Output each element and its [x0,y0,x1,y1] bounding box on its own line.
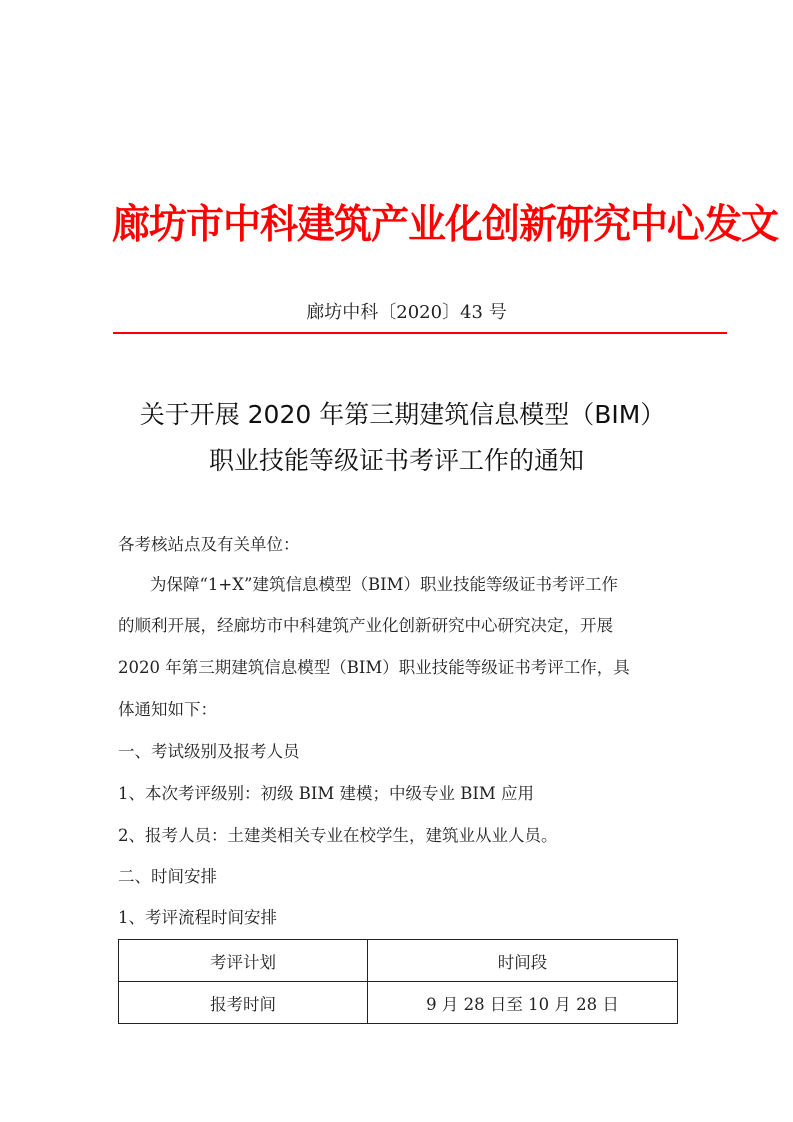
table-cell: 9 月 28 日至 10 月 28 日 [368,982,678,1024]
notice-title-line-2: 职业技能等级证书考评工作的通知 [208,446,584,475]
intro-line: 体通知如下： [118,700,217,719]
notice-title-line-1: 关于开展 2020 年第三期建筑信息模型（BIM） [139,400,666,429]
intro-line: 为保障“1+X”建筑信息模型（BIM）职业技能等级证书考评工作 [150,575,618,594]
schedule-table [118,939,678,1024]
document-number: 廊坊中科〔2020〕43 号 [306,302,507,323]
subsection-heading: 1、考评流程时间安排 [118,908,277,927]
red-divider-rule [113,332,727,334]
salutation: 各考核站点及有关单位： [118,535,300,554]
section-heading-schedule: 二、时间安排 [118,867,217,886]
intro-line: 2020 年第三期建筑信息模型（BIM）职业技能等级证书考评工作，具 [118,658,630,677]
intro-line: 的顺利开展，经廊坊市中科建筑产业化创新研究中心研究决定，开展 [118,616,613,635]
list-item: 2、报考人员：土建类相关专业在校学生，建筑业从业人员。 [118,826,558,845]
table-cell: 报考时间 [119,982,368,1024]
list-item: 1、本次考评级别：初级 BIM 建模；中级专业 BIM 应用 [118,784,535,803]
table-header-row [119,940,678,982]
table-header-cell: 时间段 [368,940,678,982]
issuer-title: 廊坊市中科建筑产业化创新研究中心发文 [112,199,779,248]
section-heading-exam-level: 一、考试级别及报考人员 [118,742,300,761]
table-row [119,982,678,1024]
table-header-cell: 考评计划 [119,940,368,982]
